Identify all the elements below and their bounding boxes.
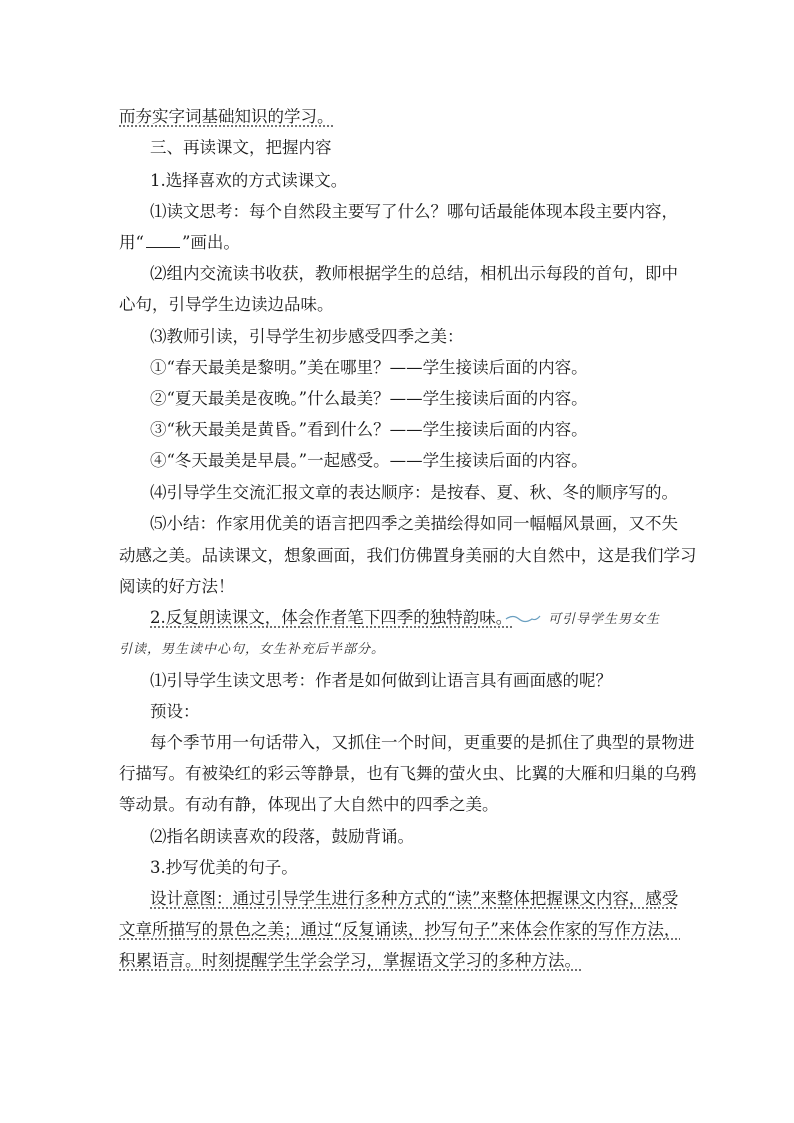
paragraph-line xyxy=(119,232,240,254)
list-item: ③“秋天最美是黄昏。”看到什么？——学生接读后面的内容。 xyxy=(150,420,588,439)
list-item: ①“春天最美是黎明。”美在哪里？——学生接读后面的内容。 xyxy=(150,358,588,377)
paragraph-line: ⑴读文思考：每个自然段主要写了什么？哪句话最能体现本段主要内容， xyxy=(150,202,678,221)
step-heading: 2.反复朗读课文，体会作者笔下四季的独特韵味。 xyxy=(150,608,513,627)
design-intent: 积累语言。时刻提醒学生学会学习，掌握语文学习的多种方法。 xyxy=(119,951,581,970)
handwritten-note: 引读，男生读中心句，女生补充后半部分。 xyxy=(119,642,386,657)
paragraph-line: ⑷引导学生交流汇报文章的表达顺序：是按春、夏、秋、冬的顺序写的。 xyxy=(150,483,678,502)
design-intent: 文章所描写的景色之美；通过“反复诵读，抄写句子”来体会作家的写作方法， xyxy=(119,920,681,939)
handwritten-note: 可引导学生男女生 xyxy=(548,612,661,627)
paragraph-line: 每个季节用一句话带入，又抓住一个时间，更重要的是抓住了典型的景物进 xyxy=(150,733,695,752)
paragraph-line: 动感之美。品读课文，想象画面，我们仿佛置身美丽的大自然中，这是我们学习 xyxy=(119,546,697,565)
paragraph-line: 行描写。有被染红的彩云等静景，也有飞舞的萤火虫、比翼的大雁和归巢的乌鸦 xyxy=(119,764,697,783)
paragraph-line: ⑸小结：作家用优美的语言把四季之美描绘得如同一幅幅风景画，又不失 xyxy=(150,514,678,533)
paragraph-line: ⑴引导学生读文思考：作者是如何做到让语言具有画面感的呢？ xyxy=(150,671,612,690)
underline-blank xyxy=(146,233,180,248)
paragraph-line: ⑵指名朗读喜欢的段落，鼓励背诵。 xyxy=(150,827,414,846)
step-heading: 1.选择喜欢的方式读课文。 xyxy=(150,171,348,190)
paragraph-text: ”画出。 xyxy=(181,233,240,252)
paragraph-text: 用“ xyxy=(119,233,144,252)
list-item: ④“冬天最美是早晨。”一起感受。——学生接读后面的内容。 xyxy=(150,451,588,470)
paragraph-line: 预设： xyxy=(150,702,200,721)
paragraph-line: 阅读的好方法！ xyxy=(119,577,235,596)
list-item: ②“夏天最美是夜晚。”什么最美？——学生接读后面的内容。 xyxy=(150,389,588,408)
design-intent: 设计意图：通过引导学生进行多种方式的“读”来整体把握课文内容，感受 xyxy=(150,889,679,908)
step-heading: 3.抄写优美的句子。 xyxy=(150,858,298,877)
paragraph-line: 心句，引导学生边读边品味。 xyxy=(119,295,334,314)
section-heading: 三、再读课文，把握内容 xyxy=(150,138,332,157)
paragraph-line: 等动景。有动有静，体现出了大自然中的四季之美。 xyxy=(119,795,499,814)
paragraph-line: ⑶教师引读，引导学生初步感受四季之美： xyxy=(150,327,464,346)
paragraph-line: ⑵组内交流读书收获，教师根据学生的总结，相机出示每段的首句，即中 xyxy=(150,264,678,283)
paragraph-line: 而夯实字词基础知识的学习。 xyxy=(119,107,334,126)
annotation-squiggle-icon xyxy=(505,612,541,626)
